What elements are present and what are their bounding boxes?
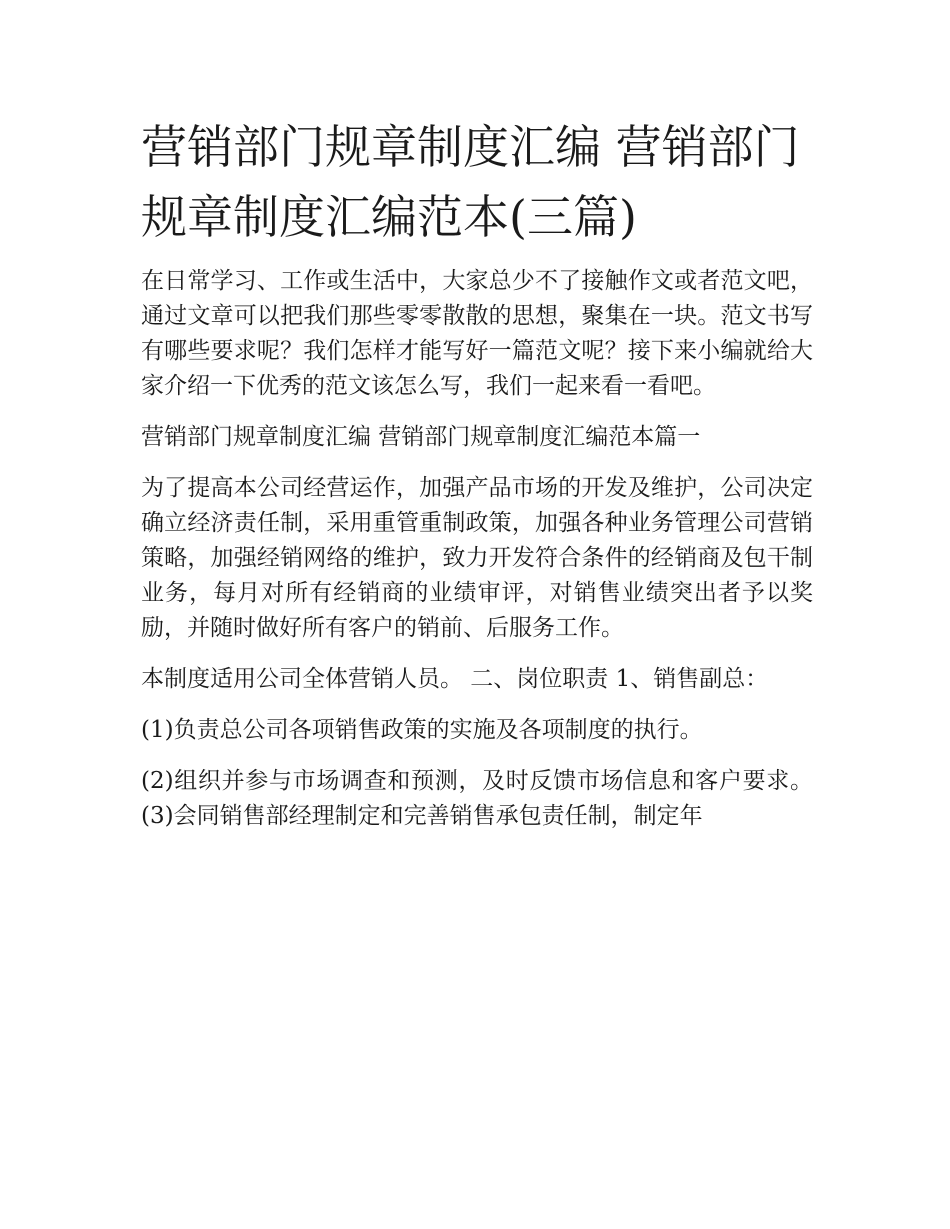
section-heading: 营销部门规章制度汇编 营销部门规章制度汇编范本篇一 xyxy=(141,424,701,450)
intro-paragraph: 在日常学习、工作或生活中，大家总少不了接触作文或者范文吧，通过文章可以把我们那些零零散散的思想，聚集在一块。范文书写有哪些要求呢？我们怎样才能写好一篇范文呢？接下来小编就给大家介绍一下优秀的范文该怎么写，我们一起来看一看吧。 xyxy=(141,268,813,399)
document-body xyxy=(141,112,813,834)
duty-item-2: (2)组织并参与市场调查和预测，及时反馈市场信息和客户要求。 (3)会同销售部经理制定和完善销售承包责任制，制定年 xyxy=(141,768,813,829)
policy-paragraph: 为了提高本公司经营运作，加强产品市场的开发及维护，公司决定确立经济责任制，采用重管重制政策，加强各种业务管理公司营销策略，加强经销网络的维护，致力开发符合条件的经销商及包干制业务，每月对所有经销商的业绩审评，对销售业绩突出者予以奖励，并随时做好所有客户的销前、后服务工作。 xyxy=(141,475,813,641)
duty-item-1: (1)负责总公司各项销售政策的实施及各项制度的执行。 xyxy=(141,717,703,743)
scope-paragraph: 本制度适用公司全体营销人员。 二、岗位职责 1、销售副总： xyxy=(141,666,769,692)
document-title: 营销部门规章制度汇编 营销部门规章制度汇编范本(三篇) xyxy=(141,120,800,244)
